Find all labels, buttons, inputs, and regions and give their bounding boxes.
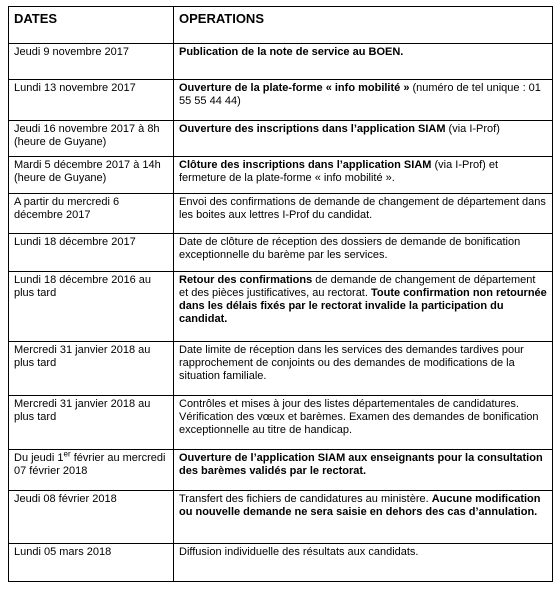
operation-text-bold: Ouverture de la plate-forme « info mobilité » bbox=[179, 82, 410, 94]
operation-cell bbox=[174, 272, 553, 342]
operation-text: Contrôles et mises à jour des listes départementales de candidatures. Vérification des vœux et barèmes. Examen des demandes de bonification exceptionnelle au titre de handicap. bbox=[179, 398, 539, 436]
table-row bbox=[9, 450, 553, 491]
operation-text: Date limite de réception dans les services des demandes tardives pour rapprochement de conjoints ou des demandes de modifications de la situation familiale. bbox=[179, 344, 524, 382]
operation-text-bold: Clôture des inscriptions dans l’application SIAM bbox=[179, 159, 432, 171]
operation-cell bbox=[174, 396, 553, 450]
table-row bbox=[9, 194, 553, 234]
table-row bbox=[9, 342, 553, 396]
date-cell: A partir du mercredi 6 décembre 2017 bbox=[9, 194, 174, 234]
table-row bbox=[9, 234, 553, 272]
date-cell: Jeudi 9 novembre 2017 bbox=[9, 44, 174, 80]
date-cell: Lundi 18 décembre 2016 au plus tard bbox=[9, 272, 174, 342]
operation-text-bold: Retour des confirmations bbox=[179, 274, 313, 286]
operation-text-bold: Aucune modification ou nouvelle demande ne sera saisie en dehors des cas d’annulation. bbox=[179, 493, 541, 518]
operation-cell bbox=[174, 80, 553, 121]
date-cell: Mercredi 31 janvier 2018 au plus tard bbox=[9, 396, 174, 450]
operation-text: Envoi des confirmations de demande de changement de département dans les boites aux lettres I-Prof du candidat. bbox=[179, 196, 546, 221]
date-cell: Lundi 05 mars 2018 bbox=[9, 544, 174, 582]
table-row bbox=[9, 80, 553, 121]
table-row bbox=[9, 544, 553, 582]
operation-cell bbox=[174, 194, 553, 234]
operation-cell bbox=[174, 121, 553, 157]
operation-text: de demande de changement de département et des pièces justificatives, au rectorat. bbox=[179, 274, 536, 299]
table-row bbox=[9, 121, 553, 157]
date-text: Du jeudi 1 bbox=[14, 452, 64, 464]
operation-text-bold: Ouverture des inscriptions dans l’application SIAM bbox=[179, 123, 446, 135]
table-row bbox=[9, 491, 553, 544]
date-text: février au mercredi 07 février 2018 bbox=[14, 452, 166, 477]
table-row bbox=[9, 157, 553, 194]
operation-text-bold: Publication de la note de service au BOEN. bbox=[179, 46, 404, 58]
operation-text: Diffusion individuelle des résultats aux candidats. bbox=[179, 546, 419, 558]
schedule-table bbox=[8, 6, 553, 582]
date-cell: Mardi 5 décembre 2017 à 14h (heure de Guyane) bbox=[9, 157, 174, 194]
table-row bbox=[9, 396, 553, 450]
operation-cell bbox=[174, 342, 553, 396]
operation-cell bbox=[174, 234, 553, 272]
operation-text: (via I-Prof) et fermeture de la plate-forme « info mobilité ». bbox=[179, 159, 499, 184]
header-operations: OPERATIONS bbox=[174, 7, 553, 44]
date-superscript: er bbox=[63, 449, 71, 459]
date-cell: Jeudi 08 février 2018 bbox=[9, 491, 174, 544]
operation-cell bbox=[174, 544, 553, 582]
date-cell: Lundi 13 novembre 2017 bbox=[9, 80, 174, 121]
operation-cell bbox=[174, 157, 553, 194]
table-row bbox=[9, 272, 553, 342]
operation-text: (via I-Prof) bbox=[445, 123, 500, 135]
operation-text: Date de clôture de réception des dossiers de demande de bonification exceptionnelle du barème par les services. bbox=[179, 236, 521, 261]
operation-cell bbox=[174, 491, 553, 544]
date-cell: Mercredi 31 janvier 2018 au plus tard bbox=[9, 342, 174, 396]
header-row bbox=[9, 7, 553, 44]
operation-text-bold: Toute confirmation non retournée dans les délais fixés par le rectorat invalide la participation du candidat. bbox=[179, 287, 547, 325]
operation-cell bbox=[174, 450, 553, 491]
date-cell: Jeudi 16 novembre 2017 à 8h (heure de Guyane) bbox=[9, 121, 174, 157]
operation-cell bbox=[174, 44, 553, 80]
header-dates: DATES bbox=[9, 7, 174, 44]
date-cell bbox=[9, 450, 174, 491]
table-row bbox=[9, 44, 553, 80]
date-cell: Lundi 18 décembre 2017 bbox=[9, 234, 174, 272]
operation-text: Transfert des fichiers de candidatures au ministère. bbox=[179, 493, 432, 505]
operation-text: (numéro de tel unique : 01 55 55 44 44) bbox=[179, 82, 541, 107]
operation-text-bold: Ouverture de l’application SIAM aux enseignants pour la consultation des barèmes validés par le rectorat. bbox=[179, 452, 543, 477]
